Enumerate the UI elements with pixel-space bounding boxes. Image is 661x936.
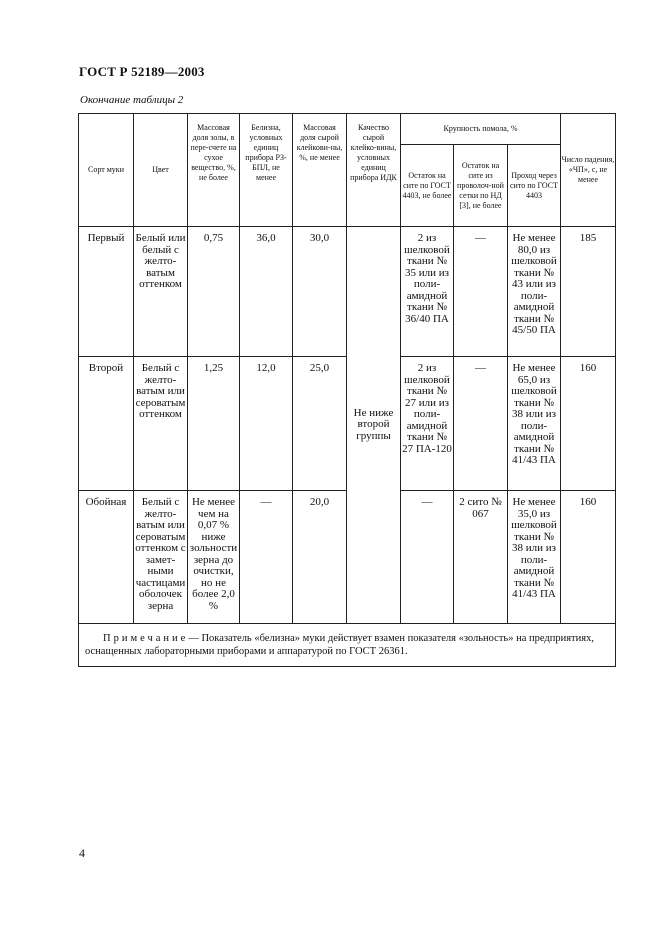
cell-text: Не менее 35,0 из шелковой ткани № 38 или из поли-амидной ткани № 41/43 ПА (511, 496, 557, 600)
header-gluten (293, 114, 347, 227)
page-number: 4 (79, 846, 85, 860)
cell-text: 0,75 (203, 232, 224, 244)
cell-text: 1,25 (203, 362, 224, 374)
table-note (79, 624, 616, 667)
cell-text: Второй (88, 362, 124, 374)
cell-gluten (293, 491, 347, 624)
cell-text: 2 из шелковой ткани № 35 или из поли-амидной ткани № 36/40 ПА (404, 232, 450, 325)
cell-text: 25,0 (309, 362, 330, 374)
cell-text: 36,0 (256, 232, 276, 244)
header-pass-4403: Проход через сито по ГОСТ 4403 (508, 145, 561, 227)
cell-falling-number (561, 357, 616, 491)
cell-pass-4403 (508, 227, 561, 357)
cell-ash (188, 357, 240, 491)
cell-text: 160 (579, 496, 597, 508)
header-residue-wire: Остаток на сите из проволоч-ной сетки по НД [3], не более (454, 145, 508, 227)
note-heading: Примечание (103, 633, 189, 644)
note-row (79, 624, 616, 667)
cell-gluten (293, 227, 347, 357)
cell-text: Не менее чем на 0,07 % ниже зольности зерна до очистки, но не более 2,0 % (189, 496, 238, 612)
cell-residue-4403 (401, 357, 454, 491)
header-row-1 (79, 114, 616, 145)
cell-falling-number (561, 227, 616, 357)
cell-ash (188, 491, 240, 624)
cell-ash (188, 227, 240, 357)
header-gluten-text: Массовая доля сырой клейкови-ны, %, не менее (296, 123, 343, 162)
cell-pass-4403 (508, 357, 561, 491)
cell-text: 160 (579, 362, 597, 374)
cell-text: 30,0 (309, 232, 330, 244)
cell-text: 185 (579, 232, 597, 244)
cell-text: 2 из шелковой ткани № 27 или из поли-амидной ткани № 27 ПА-120 (402, 362, 452, 455)
cell-text: 12,0 (256, 362, 276, 374)
cell-text: — (421, 496, 433, 508)
cell-color (134, 357, 188, 491)
cell-whiteness (240, 491, 293, 624)
cell-text: Обойная (85, 496, 127, 508)
header-ash (188, 114, 240, 227)
cell-color (134, 227, 188, 357)
cell-grade (79, 491, 134, 624)
header-residue-4403: Остаток на сите по ГОСТ 4403, не более (401, 145, 454, 227)
cell-residue-4403 (401, 491, 454, 624)
cell-color (134, 491, 188, 624)
cell-text: — (475, 362, 486, 374)
cell-grade (79, 227, 134, 357)
cell-residue-wire (454, 227, 508, 357)
cell-whiteness (240, 357, 293, 491)
header-ash-text: Массовая доля золы, в пере-счете на сухое вещество, %, не более (190, 123, 237, 182)
table-row (79, 227, 616, 357)
cell-text: Не менее 80,0 из шелковой ткани № 43 или из поли-амидной ткани № 45/50 ПА (511, 232, 557, 336)
cell-residue-wire (454, 357, 508, 491)
header-whiteness-text: Белизна, условных единиц прибора РЗ-БПЛ, не менее (245, 123, 287, 182)
cell-text: 2 сито № 067 (459, 496, 502, 520)
cell-falling-number (561, 491, 616, 624)
header-grind: Крупность помола, % (401, 114, 561, 145)
cell-text: Не ниже второй группы (353, 406, 394, 442)
header-falling-number: Число падения, «ЧП», с, не менее (561, 114, 616, 227)
table-caption: Окончание таблицы 2 (80, 94, 184, 106)
cell-gluten (293, 357, 347, 491)
cell-quality (347, 227, 401, 624)
cell-text: Не менее 65,0 из шелковой ткани № 38 или из поли-амидной ткани № 41/43 ПА (511, 362, 557, 466)
cell-text: — (260, 496, 272, 508)
note-text: — Показатель «белизна» муки действует взамен показателя «зольность» на предприятиях, оснащенных лабораторными приборами и аппаратурой по ГОСТ 26361. (85, 633, 594, 657)
cell-whiteness (240, 227, 293, 357)
cell-text: Белый или белый с желто-ватым оттенком (135, 232, 186, 290)
cell-text: 20,0 (309, 496, 330, 508)
header-grade: Сорт муки (79, 114, 134, 227)
header-color: Цвет (134, 114, 188, 227)
cell-text: Белый с желто-ватым или сероватым оттенком (135, 362, 186, 420)
cell-residue-4403 (401, 227, 454, 357)
cell-pass-4403 (508, 491, 561, 624)
header-quality (347, 114, 401, 227)
header-quality-text: Качество сырой клейко-вины, условных единиц прибора ИДК (350, 123, 397, 182)
cell-grade (79, 357, 134, 491)
cell-text: Белый с желто-ватым или сероватым оттенком с замет-ными частицами оболочек зерна (135, 496, 186, 612)
flour-quality-table (78, 113, 616, 667)
cell-text: — (475, 232, 486, 244)
cell-residue-wire (454, 491, 508, 624)
document-title: ГОСТ Р 52189—2003 (79, 64, 205, 79)
header-whiteness (240, 114, 293, 227)
cell-text: Первый (87, 232, 125, 244)
